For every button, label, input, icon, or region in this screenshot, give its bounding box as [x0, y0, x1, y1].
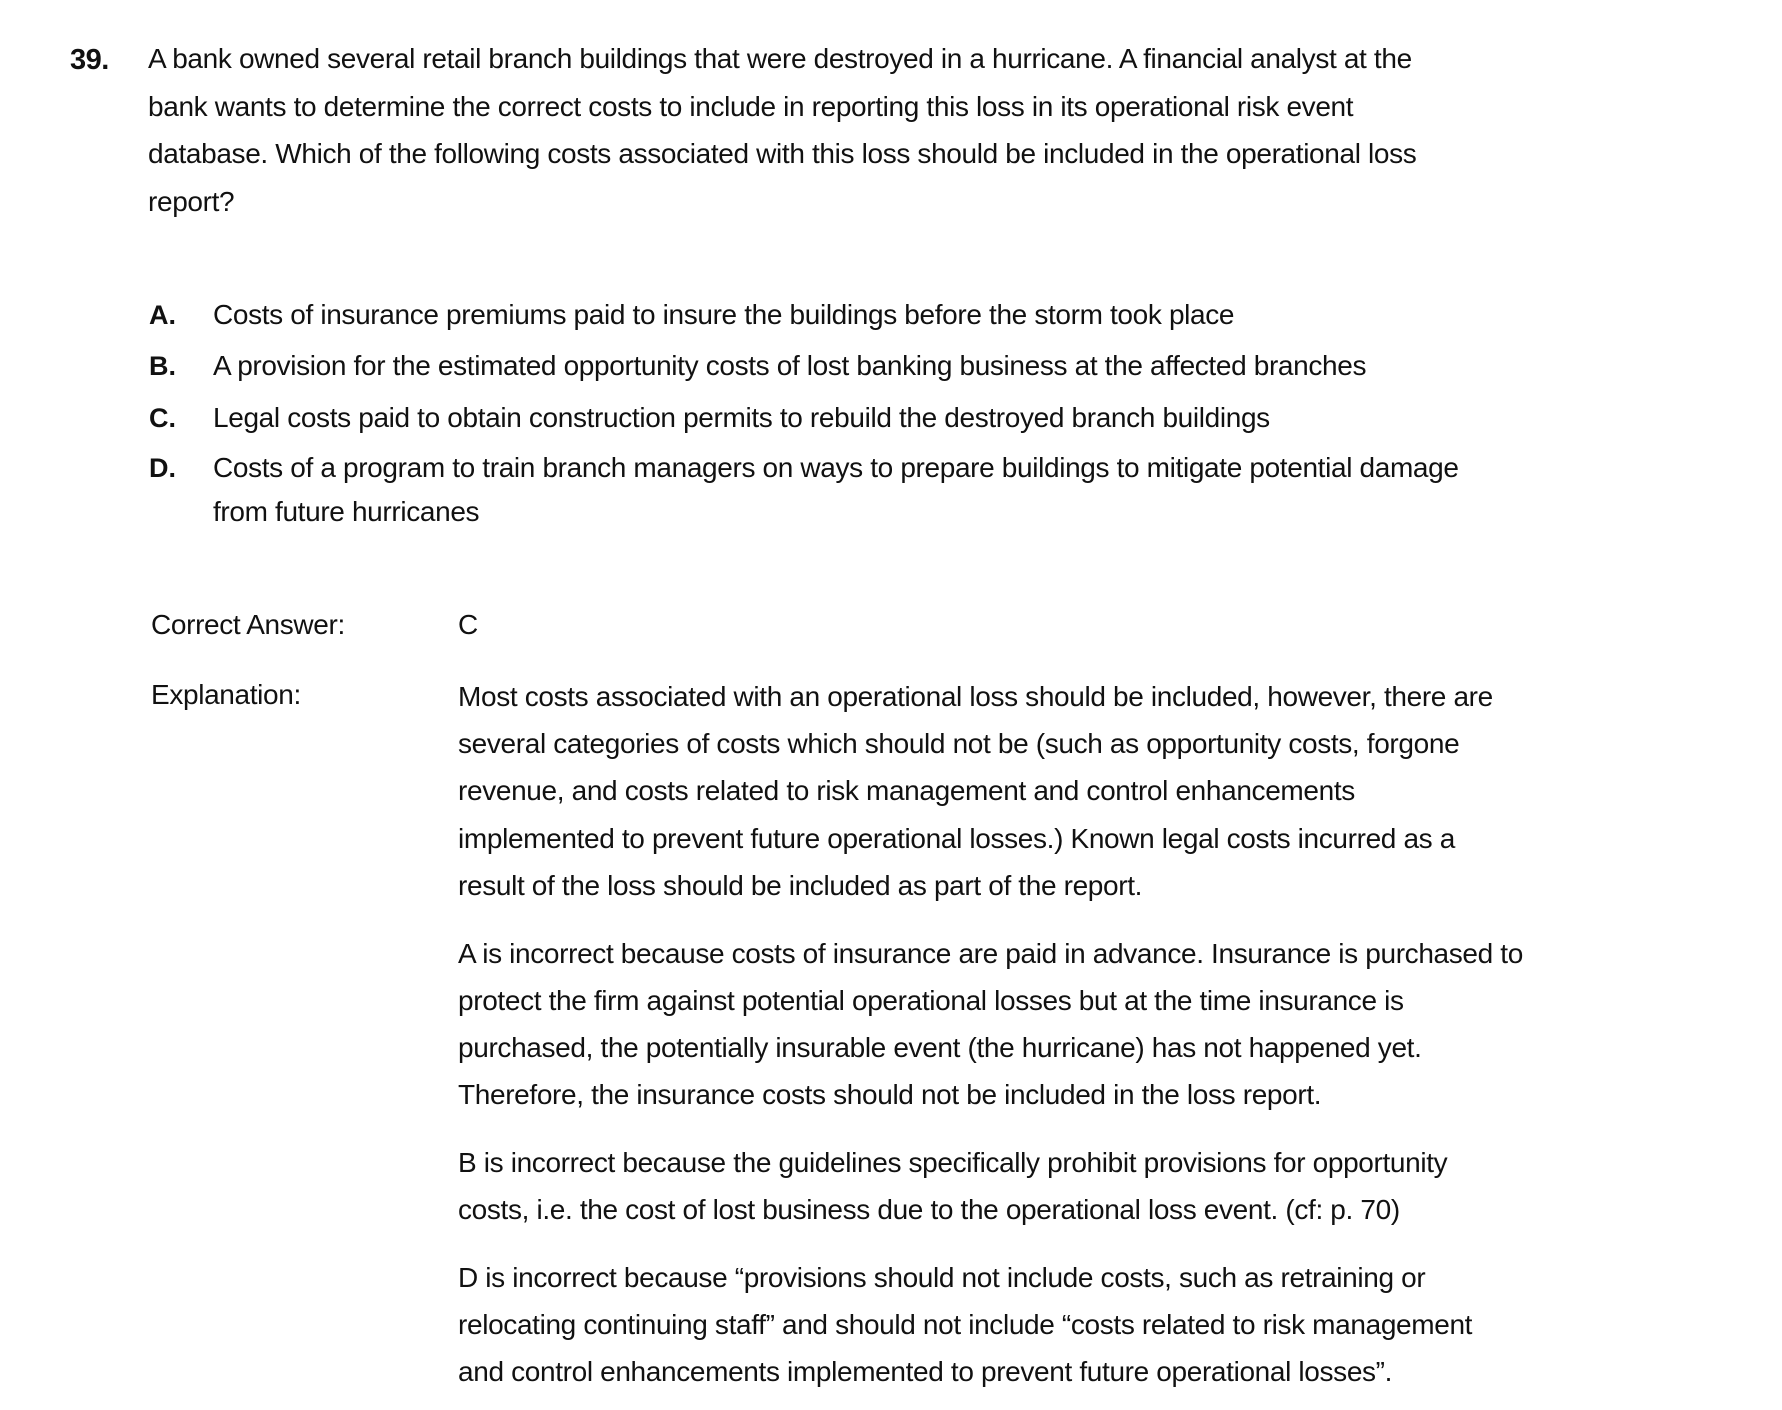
explanation-line: D is incorrect because “provisions should not include costs, such as retraining or [458, 1262, 1426, 1293]
explanation-line: B is incorrect because the guidelines specifically prohibit provisions for opportunity [458, 1147, 1448, 1178]
question-line: A bank owned several retail branch buildings that were destroyed in a hurricane. A financial analyst at the [148, 43, 1412, 74]
explanation-line: revenue, and costs related to risk management and control enhancements [458, 775, 1355, 806]
option-letter: B. [149, 351, 176, 381]
correct-answer-value: C [458, 609, 478, 640]
explanation-line: A is incorrect because costs of insurance are paid in advance. Insurance is purchased to [458, 938, 1523, 969]
option-letter: A. [149, 300, 176, 330]
explanation-line: costs, i.e. the cost of lost business due to the operational loss event. (cf: p. 70) [458, 1194, 1400, 1225]
correct-answer-label: Correct Answer: [151, 609, 345, 640]
option-text: Costs of a program to train branch managers on ways to prepare buildings to mitigate potential damage [213, 452, 1459, 483]
option-text: from future hurricanes [213, 496, 480, 527]
explanation-line: implemented to prevent future operational losses.) Known legal costs incurred as a [458, 823, 1455, 854]
explanation-label: Explanation: [151, 679, 301, 710]
explanation-line: relocating continuing staff” and should not include “costs related to risk management [458, 1309, 1473, 1340]
option-text: Costs of insurance premiums paid to insure the buildings before the storm took place [213, 299, 1235, 330]
option-text: Legal costs paid to obtain construction permits to rebuild the destroyed branch buildings [213, 402, 1270, 433]
explanation-line: protect the firm against potential operational losses but at the time insurance is [458, 985, 1404, 1016]
question-line: report? [148, 186, 235, 217]
question-number: 39. [70, 44, 109, 76]
explanation-line: several categories of costs which should not be (such as opportunity costs, forgone [458, 728, 1460, 759]
question-line: bank wants to determine the correct costs to include in reporting this loss in its operational risk event [148, 91, 1354, 122]
option-letter: D. [149, 453, 176, 483]
question-line: database. Which of the following costs associated with this loss should be included in the operational loss [148, 138, 1417, 169]
explanation-line: Therefore, the insurance costs should not be included in the loss report. [458, 1079, 1322, 1110]
explanation-line: Most costs associated with an operational loss should be included, however, there are [458, 681, 1493, 712]
explanation-line: purchased, the potentially insurable event (the hurricane) has not happened yet. [458, 1032, 1422, 1063]
explanation-line: result of the loss should be included as part of the report. [458, 870, 1143, 901]
explanation-line: and control enhancements implemented to prevent future operational losses”. [458, 1356, 1393, 1387]
option-letter: C. [149, 403, 176, 433]
option-text: A provision for the estimated opportunity costs of lost banking business at the affected branches [213, 350, 1367, 381]
